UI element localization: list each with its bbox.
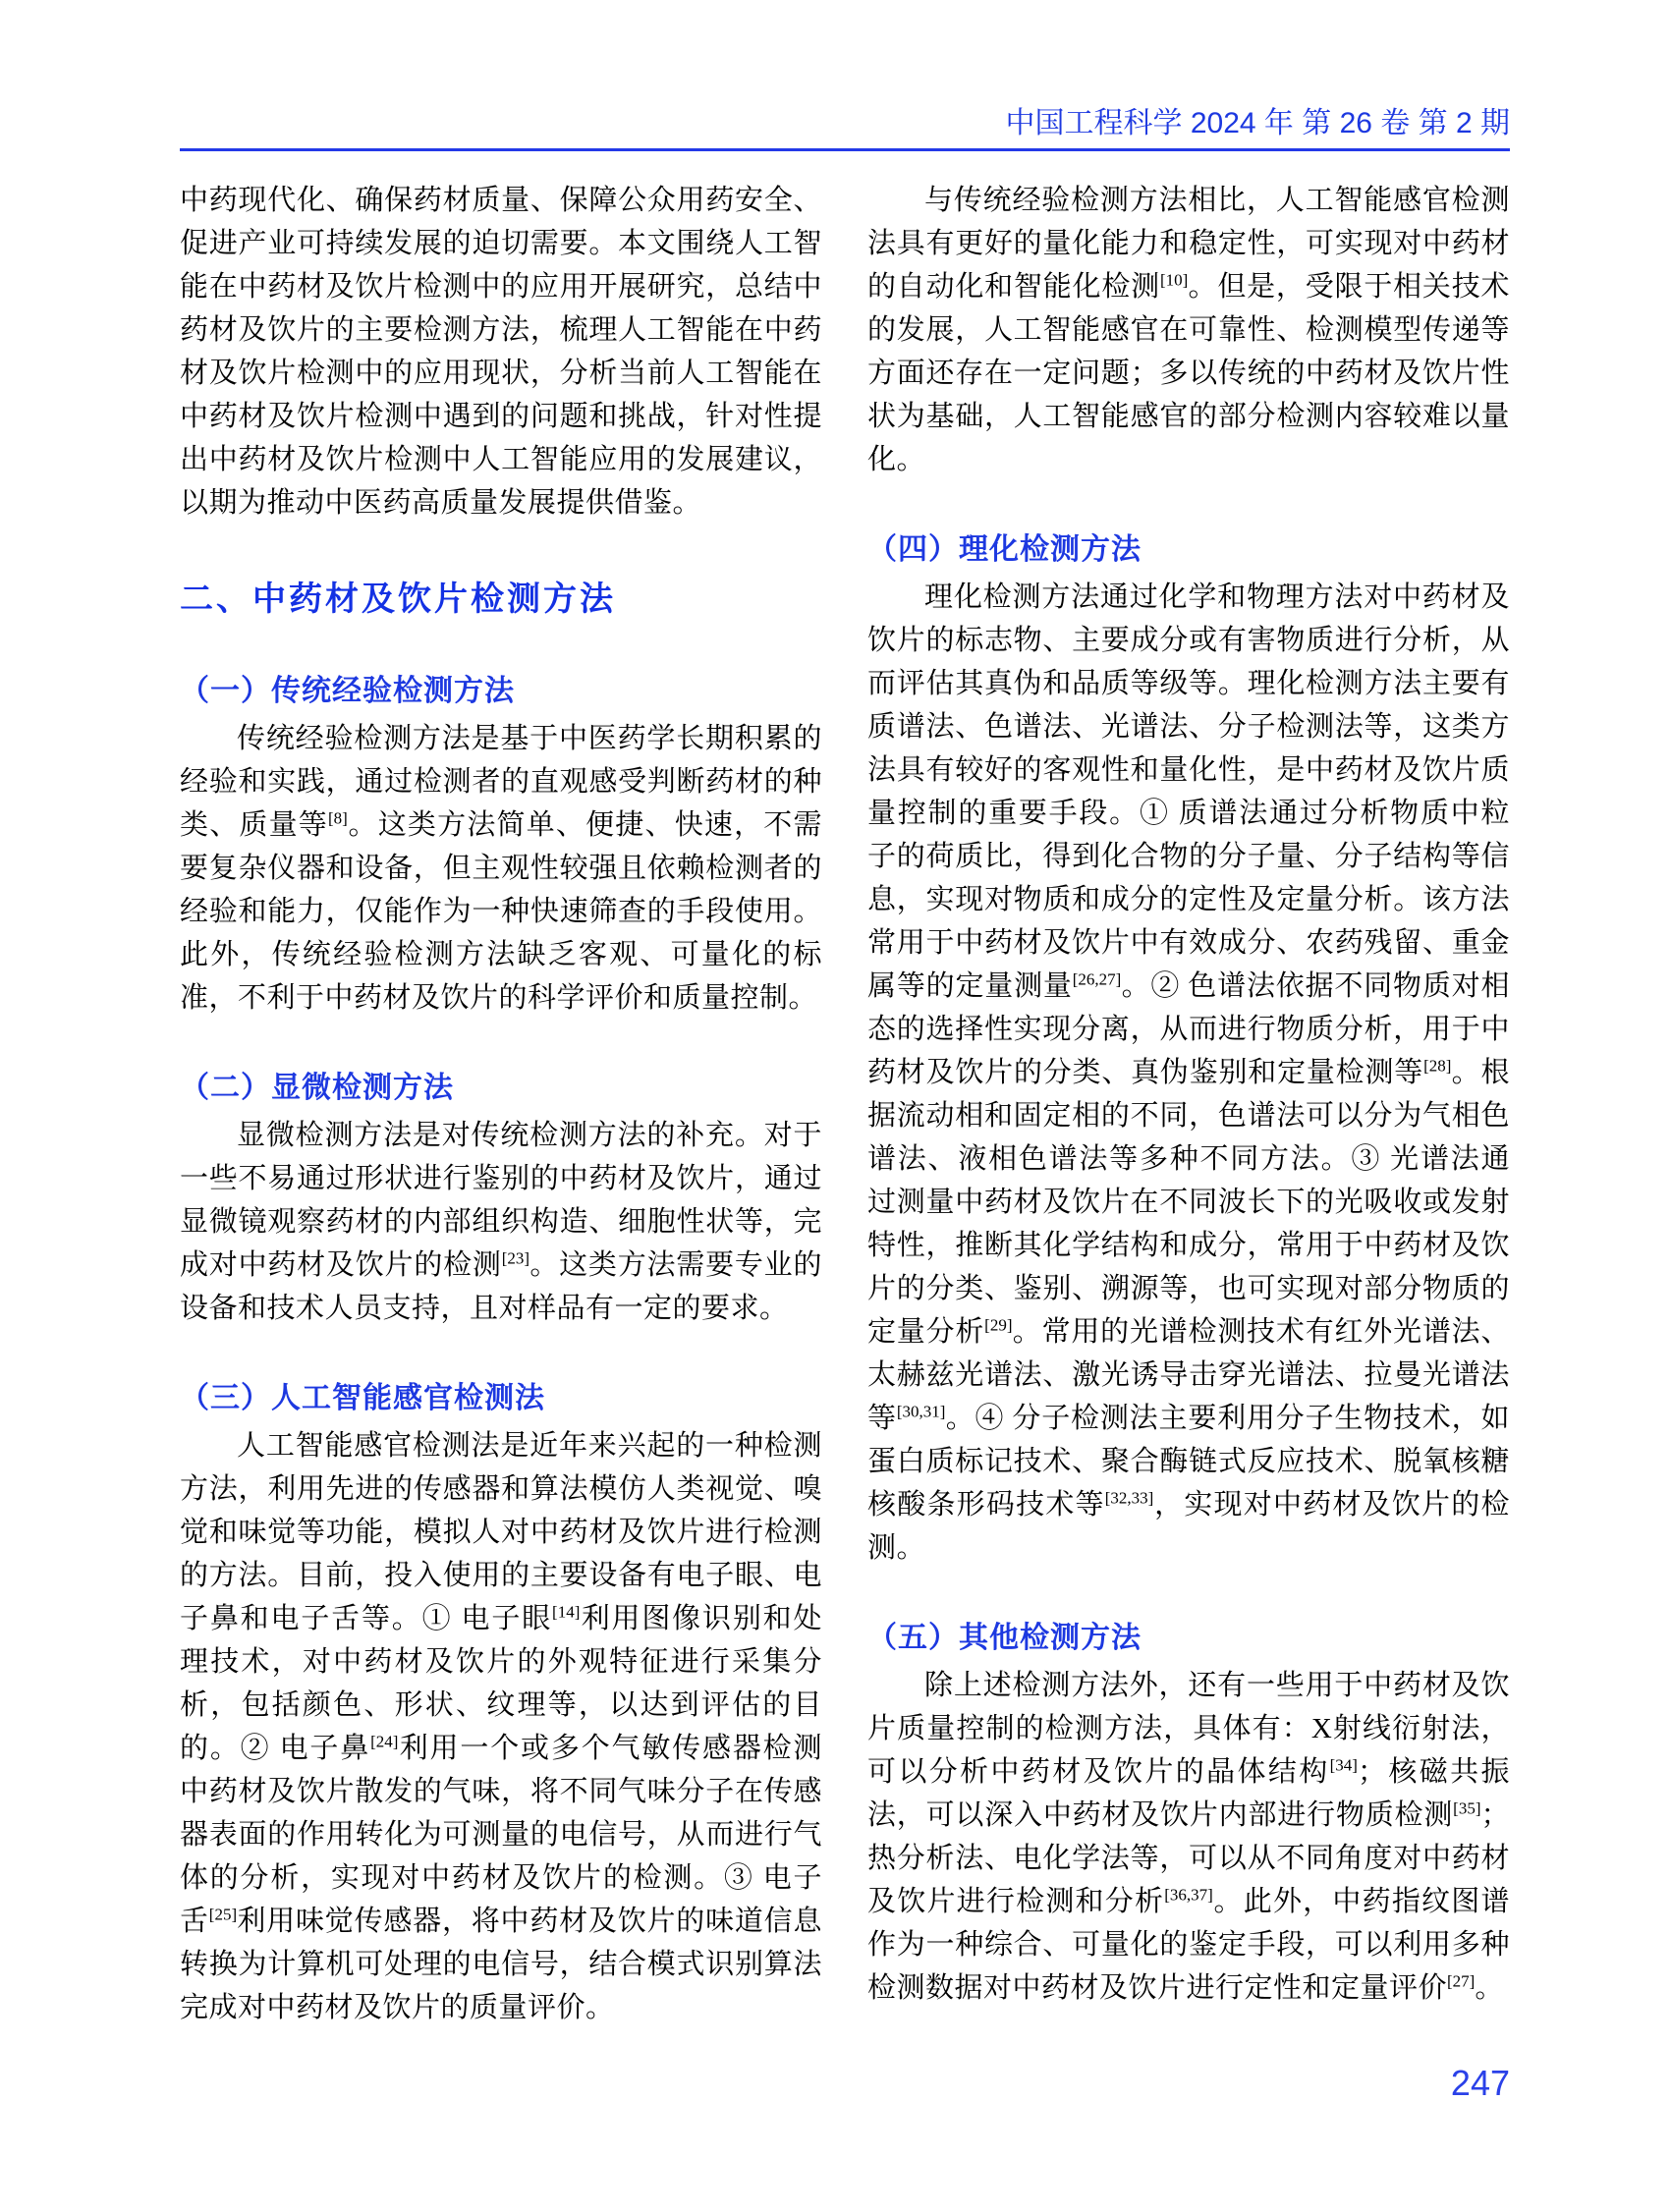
page-number: 247 — [1450, 2063, 1510, 2103]
paragraph-traditional-method: 传统经验检测方法是基于中医药学长期积累的经验和实践，通过检测者的直观感受判断药材的种类、质量等[8]。这类方法简单、便捷、快速，不需要复杂仪器和设备，但主观性较强且依赖检测者的经验和能力，仅能作为一种快速筛查的手段使用。此外，传统经验检测方法缺乏客观、可量化的标准，不利于中药材及饮片的科学评价和质量控制。 — [180, 723, 822, 1014]
subsection-heading-2-5: （五）其他检测方法 — [867, 1622, 1142, 1654]
citation-superscript: [30,31] — [896, 1402, 946, 1421]
paragraph-other-methods: 除上述检测方法外，还有一些用于中药材及饮片质量控制的检测方法，具体有：X射线衍射法，可以分析中药材及饮片的晶体结构[34]；核磁共振法，可以深入中药材及饮片内部进行物质检测[35]；热分析法、电化学法等，可以从不同角度对中药材及饮片进行检测和分析[36,37]。此外，中药指纹图谱作为一种综合、可量化的鉴定手段，可以利用多种检测数据对中药材及饮片进行定性和定量评价[27]。 — [867, 1670, 1510, 2004]
paragraph-ai-sensory-method: 人工智能感官检测法是近年来兴起的一种检测方法，利用先进的传感器和算法模仿人类视觉、嗅觉和味觉等功能，模拟人对中药材及饮片进行检测的方法。目前，投入使用的主要设备有电子眼、电子鼻和电子舌等。① 电子眼[14]利用图像识别和处理技术，对中药材及饮片的外观特征进行采集分析，包括颜色、形状、纹理等，以达到评估的目的。② 电子鼻[24]利用一个或多个气敏传感器检测中药材及饮片散发的气味，将不同气味分子在传感器表面的作用转化为可测量的电信号，从而进行气体的分析，实现对中药材及饮片的检测。③ 电子舌[25]利用味觉传感器，将中药材及饮片的味道信息转换为计算机可处理的电信号，结合模式识别算法完成对中药材及饮片的质量评价。 — [180, 1430, 822, 2023]
citation-superscript: [24] — [370, 1732, 399, 1751]
citation-superscript: [14] — [552, 1602, 581, 1622]
citation-superscript: [32,33] — [1104, 1488, 1154, 1508]
citation-superscript: [35] — [1453, 1798, 1481, 1818]
citation-superscript: [29] — [984, 1315, 1013, 1335]
citation-superscript: [36,37] — [1164, 1885, 1213, 1905]
citation-superscript: [34] — [1329, 1755, 1358, 1775]
subsection-heading-2-3: （三）人工智能感官检测法 — [180, 1382, 545, 1414]
intro-paragraph-continued: 中药现代化、确保药材质量、保障公众用药安全、促进产业可持续发展的迫切需要。本文围绕人工智能在中药材及饮片检测中的应用开展研究，总结中药材及饮片的主要检测方法，梳理人工智能在中药材及饮片检测中的应用现状，分析当前人工智能在中药材及饮片检测中遇到的问题和挑战，针对性提出中药材及饮片检测中人工智能应用的发展建议，以期为推动中医药高质量发展提供借鉴。 — [180, 185, 822, 519]
citation-superscript: [26,27] — [1072, 969, 1122, 989]
paragraph-microscopic-method: 显微检测方法是对传统检测方法的补充。对于一些不易通过形状进行鉴别的中药材及饮片，通过显微镜观察药材的内部组织构造、细胞性状等，完成对中药材及饮片的检测[23]。这类方法需要专业的设备和技术人员支持，且对样品有一定的要求。 — [180, 1120, 822, 1324]
subsection-heading-2-1: （一）传统经验检测方法 — [180, 675, 515, 707]
citation-superscript: [10] — [1159, 270, 1189, 290]
section-heading-2: 二、中药材及饮片检测方法 — [180, 581, 616, 618]
subsection-heading-2-2: （二）显微检测方法 — [180, 1072, 454, 1104]
left-column — [180, 179, 822, 2029]
journal-header: 中国工程科学 2024 年 第 26 卷 第 2 期 — [1005, 107, 1510, 139]
citation-superscript: [8] — [328, 808, 348, 828]
right-column — [867, 179, 1510, 2010]
citation-superscript: [25] — [208, 1905, 238, 1924]
paragraph-ai-sensory-compare: 与传统经验检测方法相比，人工智能感官检测法具有更好的量化能力和稳定性，可实现对中药材的自动化和智能化检测[10]。但是，受限于相关技术的发展，人工智能感官在可靠性、检测模型传递等方面还存在一定问题；多以传统的中药材及饮片性状为基础，人工智能感官的部分检测内容较难以量化。 — [867, 185, 1510, 475]
citation-superscript: [23] — [501, 1248, 530, 1268]
subsection-heading-2-4: （四）理化检测方法 — [867, 533, 1142, 566]
citation-superscript: [27] — [1447, 1971, 1476, 1991]
citation-superscript: [28] — [1423, 1056, 1452, 1076]
header-rule — [180, 148, 1510, 151]
paragraph-physicochemical-method: 理化检测方法通过化学和物理方法对中药材及饮片的标志物、主要成分或有害物质进行分析，从而评估其真伪和品质等级等。理化检测方法主要有质谱法、色谱法、光谱法、分子检测法等，这类方法具有较好的客观性和量化性，是中药材及饮片质量控制的重要手段。① 质谱法通过分析物质中粒子的荷质比，得到化合物的分子量、分子结构等信息，实现对物质和成分的定性及定量分析。该方法常用于中药材及饮片中有效成分、农药残留、重金属等的定量测量[26,27]。② 色谱法依据不同物质对相态的选择性实现分离，从而进行物质分析，用于中药材及饮片的分类、真伪鉴别和定量检测等[28]。根据流动相和固定相的不同，色谱法可以分为气相色谱法、液相色谱法等多种不同方法。③ 光谱法通过测量中药材及饮片在不同波长下的光吸收或发射特性，推断其化学结构和成分，常用于中药材及饮片的分类、鉴别、溯源等，也可实现对部分物质的定量分析[29]。常用的光谱检测技术有红外光谱法、太赫兹光谱法、激光诱导击穿光谱法、拉曼光谱法等[30,31]。④ 分子检测法主要利用分子生物技术，如蛋白质标记技术、聚合酶链式反应技术、脱氧核糖核酸条形码技术等[32,33]，实现对中药材及饮片的检测。 — [867, 581, 1510, 1564]
